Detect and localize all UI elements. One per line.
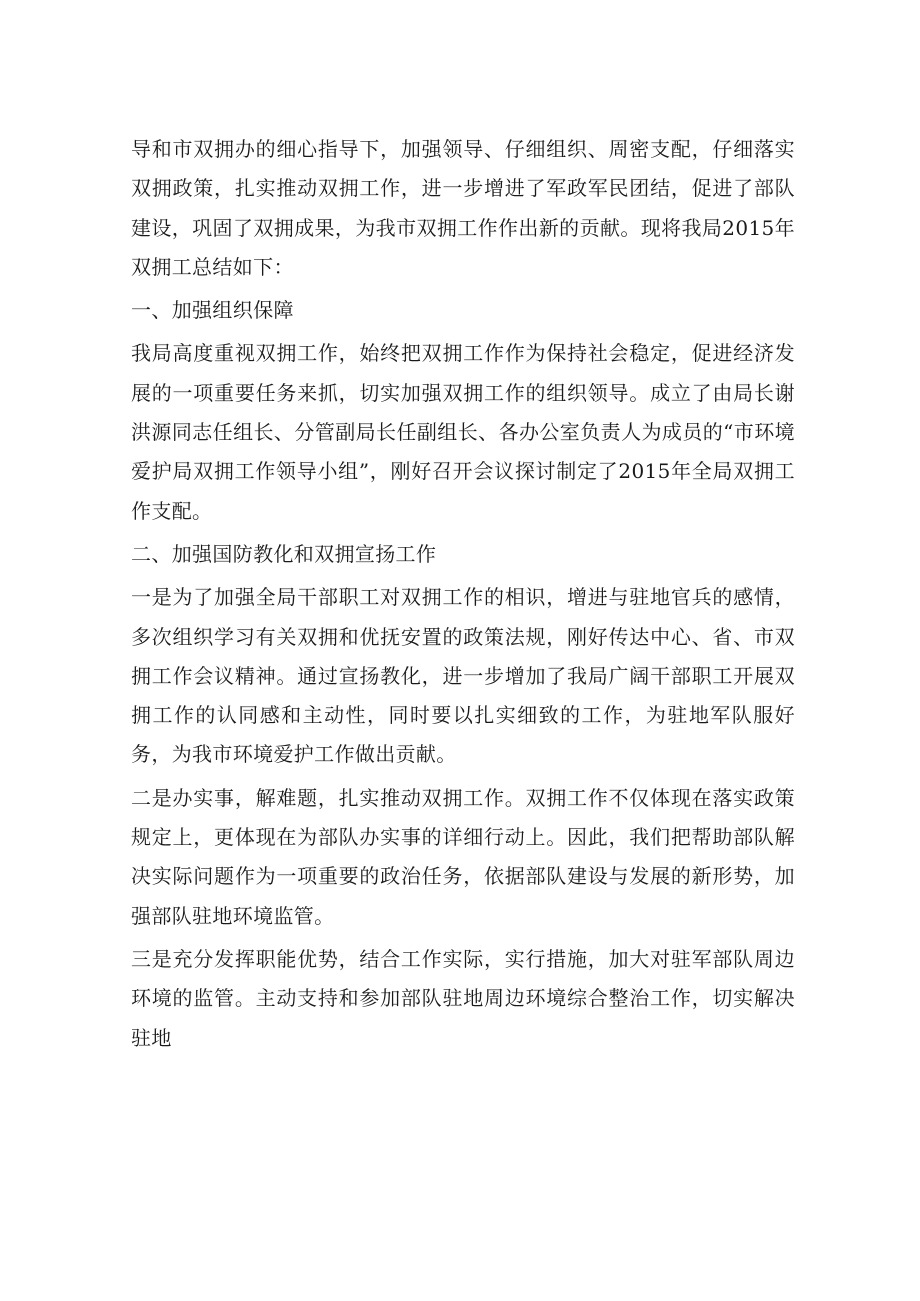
section-1-paragraph: 我局高度重视双拥工作，始终把双拥工作作为保持社会稳定，促进经济发展的一项重要任务来抓，切实加强双拥工作的组织领导。成立了由局长谢洪源同志任组长、分管副局长任副组长、各办公室负责人为成员的“市环境爱护局双拥工作领导小组”，刚好召开会议探讨制定了2015年全局双拥工作支配。 xyxy=(131,341,795,523)
section-2-heading: 二、加强国防教化和双拥宣扬工作 xyxy=(131,541,437,566)
document-body xyxy=(131,130,795,1062)
section-2-item-2-paragraph: 二是办实事，解难题，扎实推动双拥工作。双拥工作不仅体现在落实政策规定上，更体现在为部队办实事的详细行动上。因此，我们把帮助部队解决实际问题作为一项重要的政治任务，依据部队建设与发展的新形势，加强部队驻地环境监管。 xyxy=(131,785,795,928)
section-2-item-1-paragraph: 一是为了加强全局干部职工对双拥工作的相识，增进与驻地官兵的感情，多次组织学习有关双拥和优抚安置的政策法规，刚好传达中心、省、市双拥工作会议精神。通过宣扬教化，进一步增加了我局广阔干部职工开展双拥工作的认同感和主动性，同时要以扎实细致的工作，为驻地军队服好务，为我市环境爱护工作做出贡献。 xyxy=(131,585,795,767)
intro-paragraph: 导和市双拥办的细心指导下，加强领导、仔细组织、周密支配，仔细落实双拥政策，扎实推动双拥工作，进一步增进了军政军民团结，促进了部队建设，巩固了双拥成果，为我市双拥工作作出新的贡献。现将我局2015年双拥工总结如下： xyxy=(131,137,795,279)
section-2-item-3-paragraph: 三是充分发挥职能优势，结合工作实际，实行措施，加大对驻军部队周边环境的监管。主动支持和参加部队驻地周边环境综合整治工作，切实解决驻地 xyxy=(131,946,795,1050)
section-1-heading: 一、加强组织保障 xyxy=(131,298,294,323)
